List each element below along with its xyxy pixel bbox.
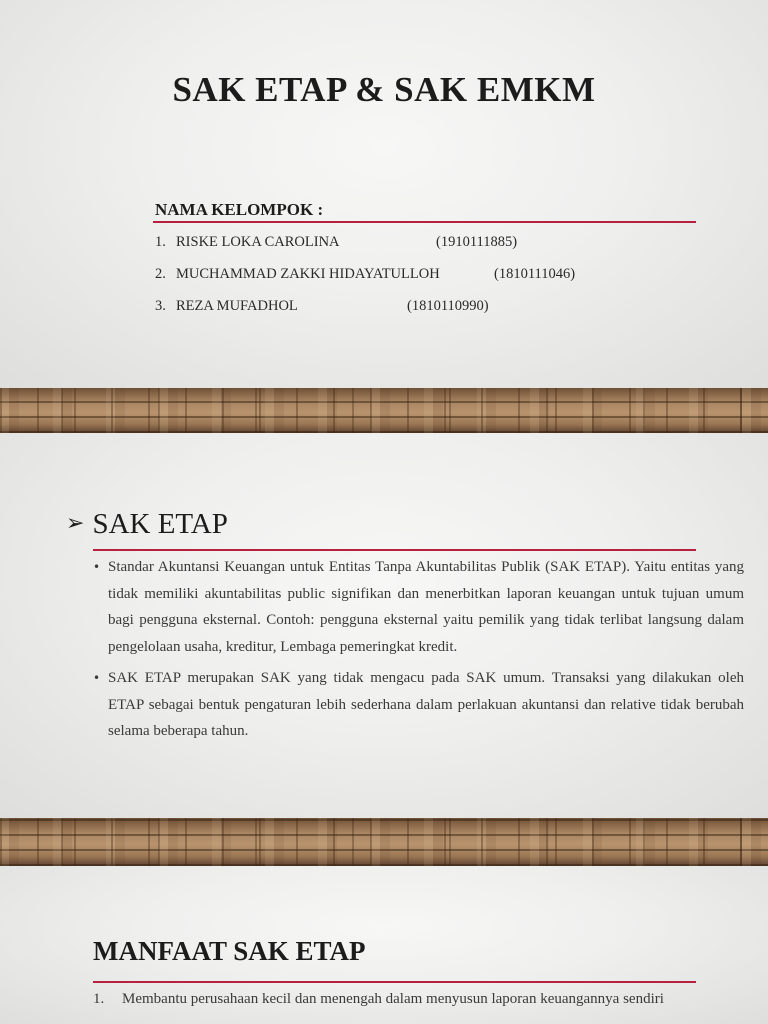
member-row [155, 266, 576, 283]
slide-sak-etap [0, 433, 768, 818]
numbered-list [93, 986, 687, 1012]
arrow-bullet-icon: ➢ [66, 511, 85, 536]
group-heading: NAMA KELOMPOK : [155, 200, 324, 219]
member-number: 2. [155, 266, 166, 282]
member-name: RISKE LOKA CAROLINA [176, 234, 340, 250]
member-row [155, 298, 489, 315]
list-item [93, 986, 687, 1012]
slide-heading [66, 508, 228, 541]
heading-underline [93, 549, 696, 551]
heading-underline [93, 981, 696, 983]
member-id: (1810110990) [407, 298, 489, 314]
member-number: 3. [155, 298, 166, 314]
heading-underline [153, 221, 696, 223]
bullet-item: • Standar Akuntansi Keuangan untuk Entitas Tanpa Akuntabilitas Publik (SAK ETAP). Yaitu entitas yang tidak memiliki akuntabilitas public signifikan dan menerbitkan laporan keuangan untuk tujuan umum bagi pengguna eksternal. Contoh: pengguna eksternal yaitu pemilik yang tidak terlibat langsung dalam pengelolaan usaha, kreditur, Lembaga pemeringkat kredit. [93, 554, 744, 660]
slide-heading-text: SAK ETAP [92, 508, 228, 540]
member-id: (1810111046) [494, 266, 576, 282]
slide-title [0, 0, 768, 388]
list-number: 1. [93, 991, 105, 1007]
member-name: MUCHAMMAD ZAKKI HIDAYATULLOH [176, 266, 440, 282]
wood-floor-divider [0, 388, 768, 433]
member-id: (1910111885) [436, 234, 518, 250]
member-number: 1. [155, 234, 166, 250]
list-text: Membantu perusahaan kecil dan menengah dalam menyusun laporan keuangannya sendiri [122, 991, 664, 1007]
bullet-list [93, 554, 744, 750]
presentation-title: SAK ETAP & SAK EMKM [172, 70, 596, 109]
member-row [155, 234, 518, 251]
wood-floor-divider [0, 818, 768, 866]
bullet-item: • SAK ETAP merupakan SAK yang tidak mengacu pada SAK umum. Transaksi yang dilakukan oleh ETAP sebagai bentuk pengaturan lebih sederhana dalam perlakuan akuntansi dan relative tidak berubah selama beberapa tahun. [93, 665, 744, 745]
slide-heading: MANFAAT SAK ETAP [93, 936, 366, 966]
slide-manfaat [0, 866, 768, 1024]
member-name: REZA MUFADHOL [176, 298, 298, 314]
